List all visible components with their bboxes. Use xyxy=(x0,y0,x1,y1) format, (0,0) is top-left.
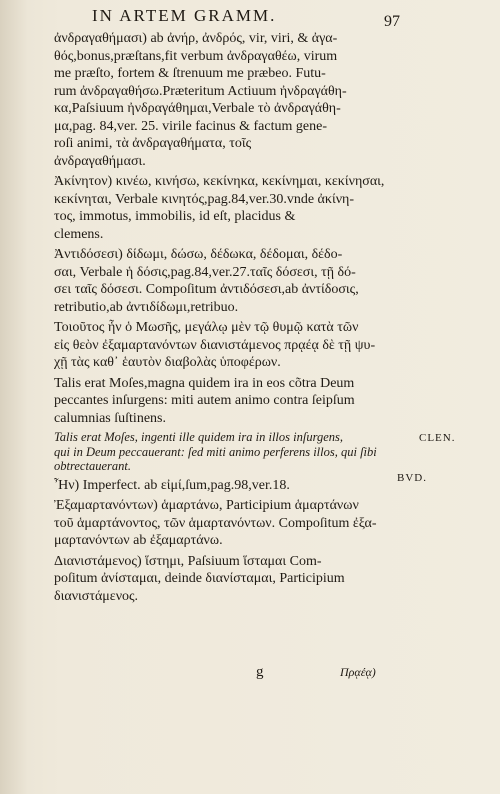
text-line: Talis erat Moſes,magna quidem ira in eos cõtra Deum xyxy=(54,375,355,391)
text-line: poſitum ἀνίσταμαι, deinde διανίσταμαι, Participium xyxy=(54,571,345,586)
text-line: roſi animi, τὰ ἀνδραγαθήματα, τοῖς xyxy=(54,136,252,151)
text-line: me præſto, fortem & ſtrenuum me præbeo. Futu- xyxy=(54,66,326,81)
text-line: retributio,ab ἀντιδίδωμι,retribuo. xyxy=(54,299,239,315)
commentary-paragraph xyxy=(54,375,396,428)
text-line: θός,bonus,præſtans,fit verbum ἀνδραγαθέω, virum xyxy=(54,48,338,64)
text-line: κα,Paſsiuum ἠνδραγάθημαι,Verbale τὸ ἀνδραγάθη- xyxy=(54,101,341,116)
text-line: calumnias ſuſtinens. xyxy=(54,410,166,426)
text-line: τοῦ ἁμαρτάνοντος, τῶν ἁμαρτανόντων. Compoſitum ἐξα- xyxy=(54,515,377,531)
text-line: τος, immotus, immobilis, id eſt, placidus & xyxy=(54,209,296,224)
text-line: ἀνδραγαθήμασι) ab ἀνήρ, ἀνδρός, vir, viri, & ἀγα- xyxy=(54,31,338,46)
translation-paragraph xyxy=(54,430,396,474)
text-line: Διανιστάμενος) ἵστημι, Paſsiuum ἵσταμαι Com- xyxy=(54,553,322,569)
text-line: Ἀντιδόσεσι) δίδωμι, δώσω, δέδωκα, δέδομαι, δέδο- xyxy=(54,247,343,262)
text-line: qui in Deum peccauerant: ſed miti animo perferens illos, qui ſibi xyxy=(54,444,377,459)
page-number: 97 xyxy=(384,13,400,30)
commentary-paragraph xyxy=(54,30,396,170)
text-line: κεκίνηται, Verbale κινητός,pag.84,ver.30.vnde ἀκίνη- xyxy=(54,191,355,207)
running-head: IN ARTEM GRAMM. xyxy=(92,6,277,25)
catchword: Πρᾳέᾳ) xyxy=(340,665,376,679)
text-line: διανιστάμενος. xyxy=(54,588,139,604)
text-line: peccantes inſurgens: miti autem animo contra ſeipſum xyxy=(54,393,355,408)
text-line: μαρτανόντων ab ἐξαμαρτάνω. xyxy=(54,533,223,548)
text-line: obtrectauerant. xyxy=(54,459,131,473)
text-line: Ἐξαμαρτανόντων) ἁμαρτάνω, Participium ἁμαρτάνων xyxy=(54,498,359,513)
marginal-note: CLEN. xyxy=(419,432,456,444)
commentary-paragraph xyxy=(54,553,396,606)
text-line: clemens. xyxy=(54,226,104,242)
commentary-paragraph xyxy=(54,319,396,372)
text-line: σει ταῖς δόσεσι. Compoſitum ἀντιδόσεσι,ab ἀντίδοσις, xyxy=(54,282,359,297)
text-line: μα,pag. 84,ver. 25. virile facinus & factum gene- xyxy=(54,118,327,134)
commentary-paragraph xyxy=(54,497,396,550)
signature-mark: g xyxy=(256,664,264,680)
text-line: Ἀκίνητον) κινέω, κινήσω, κεκίνηκα, κεκίνημαι, κεκίνησαι, xyxy=(54,174,385,189)
text-line: εἰς θεὸν ἐξαμαρτανόντων διανιστάμενος πρᾳέᾳ δὲ τῇ ψυ- xyxy=(54,337,376,353)
text-body xyxy=(54,30,396,608)
text-line: ἀνδραγαθήμασι. xyxy=(54,153,146,169)
text-line: Talis erat Moſes, ingenti ille quidem ira in illos inſurgens, xyxy=(54,430,344,444)
marginal-note: BVD. xyxy=(397,472,427,484)
text-line: Ἦν) Imperfect. ab εἰμί,ſum,pag.98,ver.18. xyxy=(54,477,290,493)
text-line: σαι, Verbale ἡ δόσις,pag.84,ver.27.ταῖς δόσεσι, τῇ δό- xyxy=(54,264,356,280)
text-line: Τοιοῦτος ἦν ὁ Μωσῆς, μεγάλῳ μὲν τῷ θυμῷ κατὰ τῶν xyxy=(54,320,359,335)
commentary-paragraph xyxy=(54,477,396,495)
commentary-paragraph xyxy=(54,173,396,243)
text-line: χῇ τὰς καθ᾽ ἑαυτὸν διαβολὰς ὑποφέρων. xyxy=(54,355,281,370)
text-line: rum ἀνδραγαθήσω.Præteritum Actiuum ἠνδραγάθη- xyxy=(54,83,347,99)
commentary-paragraph xyxy=(54,246,396,316)
